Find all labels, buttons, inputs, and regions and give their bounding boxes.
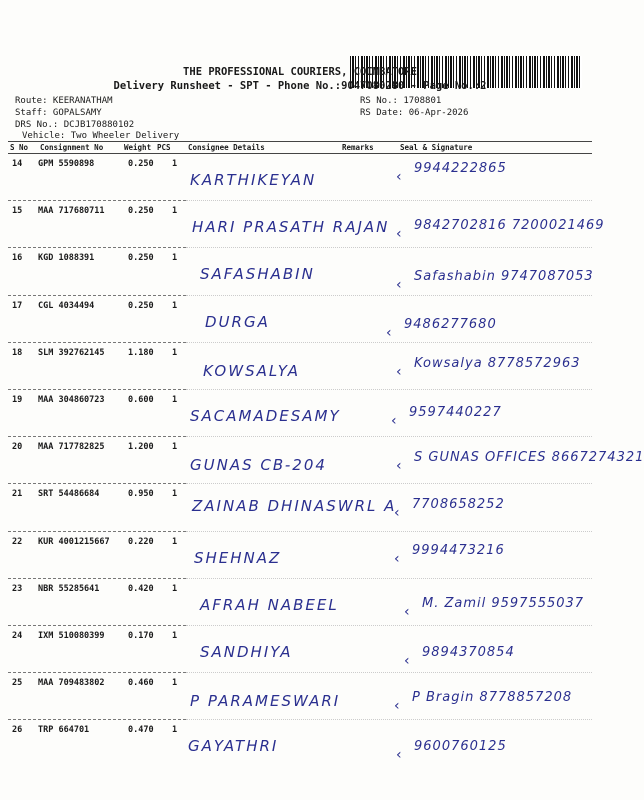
row-sno: 14 <box>12 159 23 169</box>
col-pcs: PCS <box>157 143 171 152</box>
table-row <box>0 153 600 200</box>
row-sno: 19 <box>12 395 23 405</box>
consignee-handwritten-name: SAFASHABIN <box>200 265 315 284</box>
row-weight: 1.200 <box>128 442 154 453</box>
receipt-tick-icon: ‹ <box>396 363 402 380</box>
row-weight: 0.460 <box>128 678 154 689</box>
table-row <box>0 672 600 719</box>
row-weight: 0.250 <box>128 253 154 264</box>
row-divider <box>8 342 186 343</box>
col-sno: S No <box>10 143 29 152</box>
row-weight: 0.250 <box>128 300 154 311</box>
receipt-tick-icon: ‹ <box>394 698 400 715</box>
row-pcs: 1 <box>172 253 178 264</box>
route-label: Route: KEERANATHAM <box>15 96 113 106</box>
consignee-handwritten-name: AFRAH NABEEL <box>200 595 339 614</box>
runsheet-subtitle: Delivery Runsheet - SPT - Phone No.:9047080280 - Page No.:2 <box>113 80 487 92</box>
consignee-handwritten-name: KOWSALYA <box>203 361 301 380</box>
recipient-signature: 9842702816 7200021469 <box>414 218 605 234</box>
receipt-tick-icon: ‹ <box>394 505 400 522</box>
row-divider-light <box>186 436 592 437</box>
row-weight: 1.180 <box>128 347 154 358</box>
receipt-tick-icon: ‹ <box>404 603 410 620</box>
receipt-tick-icon: ‹ <box>386 324 392 341</box>
row-divider <box>8 578 186 579</box>
row-pcs: 1 <box>172 159 178 169</box>
vehicle-label: Vehicle: Two Wheeler Delivery <box>22 131 180 141</box>
row-divider <box>8 436 186 437</box>
row-consignment-no: KUR 4001215667 <box>38 536 110 547</box>
row-pcs: 1 <box>172 536 178 547</box>
row-sno: 15 <box>12 206 23 217</box>
col-consignee: Consignee Details <box>188 143 265 152</box>
row-weight: 0.420 <box>128 583 154 594</box>
consignee-handwritten-name: HARI PRASATH RAJAN <box>192 218 390 237</box>
row-consignment-no: SLM 392762145 <box>38 347 105 358</box>
col-remarks: Remarks <box>342 143 374 152</box>
row-sno: 24 <box>12 631 23 641</box>
recipient-signature: M. Zamil 9597555037 <box>422 595 585 611</box>
consignee-handwritten-name: GAYATHRI <box>188 737 279 756</box>
row-pcs: 1 <box>172 489 178 500</box>
receipt-tick-icon: ‹ <box>394 550 400 567</box>
row-consignment-no: TRP 664701 <box>38 725 90 736</box>
recipient-signature: 7708658252 <box>412 497 505 513</box>
row-divider-light <box>186 389 592 390</box>
row-weight: 0.600 <box>128 395 154 405</box>
receipt-tick-icon: ‹ <box>391 413 397 429</box>
staff-label: Staff: GOPALSAMY <box>15 108 102 118</box>
consignee-handwritten-name: GUNAS CB-204 <box>190 456 327 475</box>
row-divider <box>8 247 186 248</box>
row-consignment-no: NBR 55285641 <box>38 583 100 594</box>
recipient-signature: P Bragin 8778857208 <box>412 690 573 706</box>
recipient-signature: 9994473216 <box>412 542 505 558</box>
row-pcs: 1 <box>172 206 178 217</box>
row-consignment-no: MAA 717782825 <box>38 442 105 453</box>
table-row <box>0 389 600 436</box>
receipt-tick-icon: ‹ <box>396 226 402 243</box>
row-divider <box>8 625 186 626</box>
row-divider <box>8 672 186 673</box>
consignee-handwritten-name: SANDHIYA <box>200 643 293 661</box>
recipient-signature: Safashabin 9747087053 <box>414 269 594 285</box>
row-consignment-no: CGL 4034494 <box>38 300 95 311</box>
row-weight: 0.950 <box>128 489 154 500</box>
header-rule-top <box>8 141 592 142</box>
row-sno: 23 <box>12 583 23 594</box>
row-consignment-no: GPM 5590898 <box>38 159 95 169</box>
row-weight: 0.170 <box>128 631 154 641</box>
row-consignment-no: MAA 304860723 <box>38 395 105 405</box>
table-row <box>0 719 600 766</box>
row-consignment-no: MAA 709483802 <box>38 678 105 689</box>
row-pcs: 1 <box>172 395 178 405</box>
recipient-signature: 9894370854 <box>422 645 515 660</box>
recipient-signature: 9600760125 <box>414 739 507 755</box>
recipient-signature: Kowsalya 8778572963 <box>414 355 581 371</box>
row-consignment-no: SRT 54486684 <box>38 489 100 500</box>
row-consignment-no: IXM 510080399 <box>38 631 105 641</box>
row-divider <box>8 483 186 484</box>
row-weight: 0.220 <box>128 536 154 547</box>
col-seal: Seal & Signature <box>400 143 473 152</box>
row-sno: 17 <box>12 300 23 311</box>
table-row <box>0 295 600 342</box>
row-divider-light <box>186 531 592 532</box>
row-sno: 16 <box>12 253 23 264</box>
row-divider <box>8 531 186 532</box>
table-row <box>0 247 600 294</box>
col-consignment: Consignment No <box>40 143 104 152</box>
recipient-signature: S GUNAS OFFICES 8667274321 <box>414 450 644 466</box>
row-divider <box>8 200 186 201</box>
company-title: THE PROFESSIONAL COURIERS, COIMBATORE <box>183 66 417 78</box>
row-divider-light <box>186 672 592 673</box>
row-divider-light <box>186 483 592 484</box>
receipt-tick-icon: ‹ <box>396 458 402 475</box>
receipt-tick-icon: ‹ <box>404 653 410 669</box>
row-divider-light <box>186 578 592 579</box>
row-weight: 0.250 <box>128 159 154 169</box>
consignee-handwritten-name: DURGA <box>205 312 270 331</box>
row-pcs: 1 <box>172 347 178 358</box>
recipient-signature: 9597440227 <box>409 405 502 420</box>
rs-date: RS Date: 06-Apr-2026 <box>360 108 469 118</box>
row-sno: 22 <box>12 536 23 547</box>
row-weight: 0.250 <box>128 206 154 217</box>
row-pcs: 1 <box>172 583 178 594</box>
consignee-handwritten-name: SHEHNAZ <box>194 548 282 567</box>
col-weight: Weight <box>124 143 152 152</box>
recipient-signature: 9944222865 <box>414 161 507 176</box>
row-consignment-no: MAA 717680711 <box>38 206 105 217</box>
row-divider-light <box>186 719 592 720</box>
drs-label: DRS No.: DCJB170880102 <box>15 120 135 130</box>
row-sno: 18 <box>12 347 23 358</box>
table-row <box>0 483 600 530</box>
consignee-handwritten-name: SACAMADESAMY <box>190 407 341 425</box>
row-consignment-no: KGD 1088391 <box>38 253 95 264</box>
table-row <box>0 625 600 672</box>
consignee-handwritten-name: P PARAMESWARI <box>190 692 341 711</box>
row-divider-light <box>186 200 592 201</box>
row-divider <box>8 295 186 296</box>
table-row <box>0 578 600 625</box>
table-row <box>0 436 644 483</box>
row-divider <box>8 719 186 720</box>
row-sno: 25 <box>12 678 23 689</box>
row-pcs: 1 <box>172 678 178 689</box>
row-divider <box>8 389 186 390</box>
receipt-tick-icon: ‹ <box>396 747 402 764</box>
row-divider-light <box>186 342 592 343</box>
row-divider-light <box>186 625 592 626</box>
recipient-signature: 9486277680 <box>404 316 497 332</box>
row-sno: 26 <box>12 725 23 736</box>
receipt-tick-icon: ‹ <box>396 169 402 185</box>
table-row <box>0 531 600 578</box>
row-divider-light <box>186 247 592 248</box>
row-pcs: 1 <box>172 631 178 641</box>
rs-number: RS No.: 1708801 <box>360 96 442 106</box>
row-pcs: 1 <box>172 442 178 453</box>
row-weight: 0.470 <box>128 725 154 736</box>
row-divider-light <box>186 295 592 296</box>
receipt-tick-icon: ‹ <box>396 277 402 294</box>
table-row <box>0 200 605 247</box>
row-sno: 20 <box>12 442 23 453</box>
consignee-handwritten-name: ZAINAB DHINASWRL A <box>192 497 397 516</box>
consignee-handwritten-name: KARTHIKEYAN <box>190 171 317 189</box>
row-pcs: 1 <box>172 725 178 736</box>
table-row <box>0 342 600 389</box>
row-sno: 21 <box>12 489 23 500</box>
row-pcs: 1 <box>172 300 178 311</box>
